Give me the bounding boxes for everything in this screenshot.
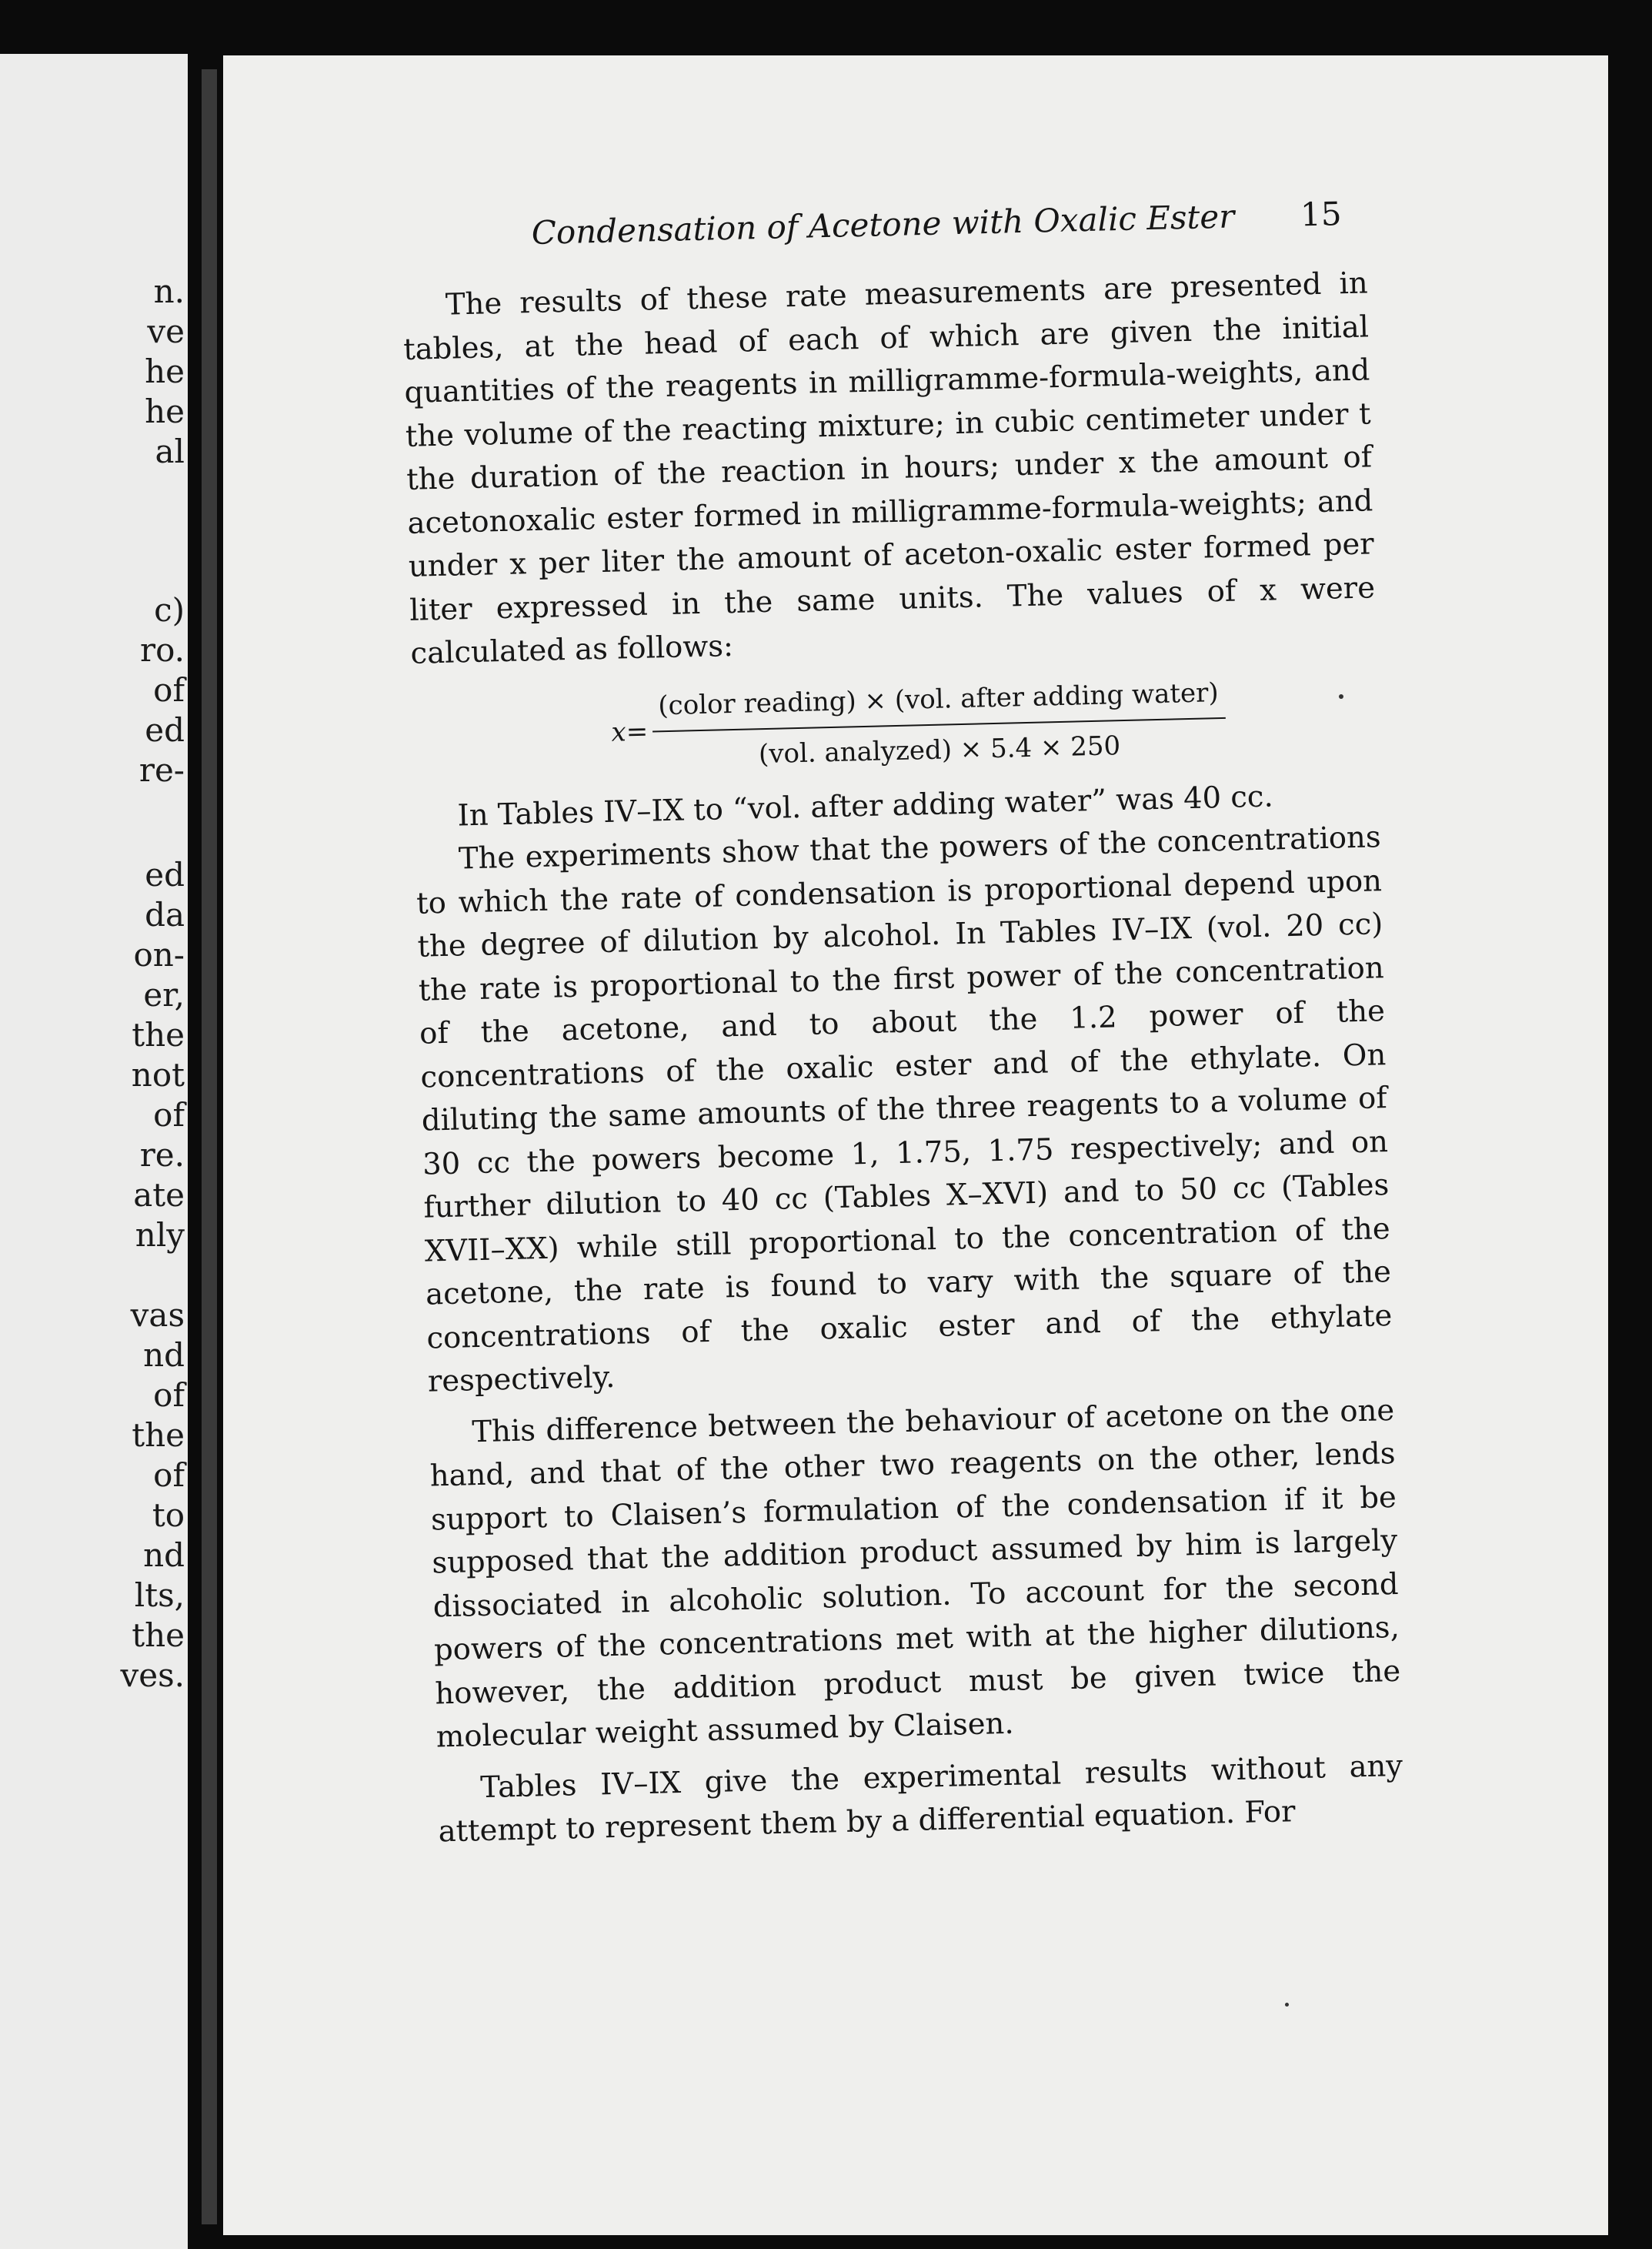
right-page <box>223 55 1608 2235</box>
left-page-line-fragment: of <box>153 1096 185 1134</box>
page-number: 15 <box>1300 195 1343 234</box>
left-page-line-fragment: the <box>132 1416 185 1454</box>
left-page-line-fragment: n. <box>153 272 185 310</box>
page-content <box>400 186 1404 1853</box>
paragraph: The experiments show that the powers of the concentrations to which the rate of condensation is proportional depend upon the degree of dilution by alcohol. In Tables IV–IX (vol. 20 cc) the rate is proportional to the first power of the concentration of the acetone, and to about the 1.2 power of the concentrations of the oxalic ester and of the ethylate. On diluting the same amounts of the three reagents to a volume of 30 cc the powers become 1, 1.75, 1.75 respectively; and on further dilution to 40 cc (Tables X–XVI) and to 50 cc (Tables XVII–XX) while still proportional to the concentration of the acetone, the rate is found to vary with the square of the concentrations of the oxalic ester and of the ethylate respectively. <box>416 820 1393 1399</box>
left-page-line-fragment: on- <box>133 936 185 974</box>
left-page-line-fragment: the <box>132 1016 185 1054</box>
left-page-line-fragment: ate <box>133 1176 185 1214</box>
formula-denominator: (vol. analyzed) × 5.4 × 250 <box>758 730 1121 770</box>
paragraph: In Tables IV–IX to “vol. after adding water” was 40 cc. <box>457 778 1274 833</box>
left-page-line-fragment: ed <box>145 856 185 894</box>
left-page-line-fragment: lts, <box>134 1576 185 1614</box>
left-page-line-fragment: re- <box>139 751 185 789</box>
left-page-line-fragment: ed <box>145 711 185 749</box>
running-title: Condensation of Acetone with Oxalic Ester <box>531 197 1235 252</box>
formula-lhs: x= <box>611 716 649 748</box>
left-page <box>0 54 188 2249</box>
formula <box>412 667 1380 785</box>
left-page-line-fragment: nd <box>143 1336 185 1374</box>
left-page-line-fragment: ro. <box>140 631 185 669</box>
left-page-line-fragment: to <box>152 1496 185 1534</box>
scan-speck <box>1285 2003 1289 2007</box>
left-page-line-fragment: re. <box>139 1136 185 1174</box>
formula-fraction <box>652 670 1226 779</box>
paragraph: Tables IV–IX give the experimental results without any attempt to represent them by a differential equation. For <box>438 1748 1403 1850</box>
left-page-line-fragment: nly <box>135 1216 185 1254</box>
left-page-line-fragment: of <box>153 671 185 709</box>
running-head <box>400 186 1367 263</box>
left-page-line-fragment: da <box>145 896 185 934</box>
paragraph: The results of these rate measurements are presented in tables, at the head of each of which are given the initial quantities of the reagents in milligramme-formula-weights, and the volume of the reacting mixture; in cubic centimeter under t the duration of the reaction in hours; under x the amount of acetonoxalic ester formed in milligramme-formula-weights; and under x per liter the amount of aceton-oxalic ester formed per liter expressed in the same units. The values of x were calculated as follows: <box>402 266 1376 671</box>
left-page-line-fragment: ve <box>147 312 185 350</box>
formula-numerator: (color reading) × (vol. after adding water) <box>652 670 1226 732</box>
left-page-line-fragment: not <box>131 1056 185 1094</box>
left-page-line-fragment: of <box>153 1376 185 1414</box>
paragraph: This difference between the behaviour of acetone on the one hand, and that of the other two reagents on the other, lends support to Claisen’s formulation of the condensation if it be supposed that the addition product assumed by him is largely dissociated in alcoholic solution. To account for the second powers of the concentrations met with at the higher dilutions, however, the addition product must be given twice the molecular weight assumed by Claisen. <box>429 1392 1401 1755</box>
page-gutter <box>202 69 217 2224</box>
scan-speck <box>1339 694 1343 699</box>
left-page-line-fragment: c) <box>154 591 185 629</box>
left-page-line-fragment: vas <box>130 1296 185 1334</box>
left-page-line-fragment: he <box>145 393 185 430</box>
left-page-line-fragment: the <box>132 1616 185 1654</box>
body-text <box>402 262 1404 1854</box>
left-page-line-fragment: ves. <box>120 1656 185 1694</box>
left-page-line-fragment: he <box>145 353 185 390</box>
left-page-line-fragment: nd <box>143 1536 185 1574</box>
left-page-line-fragment: al <box>155 433 185 470</box>
left-page-line-fragment: er, <box>143 976 185 1014</box>
left-page-line-fragment: of <box>153 1456 185 1494</box>
